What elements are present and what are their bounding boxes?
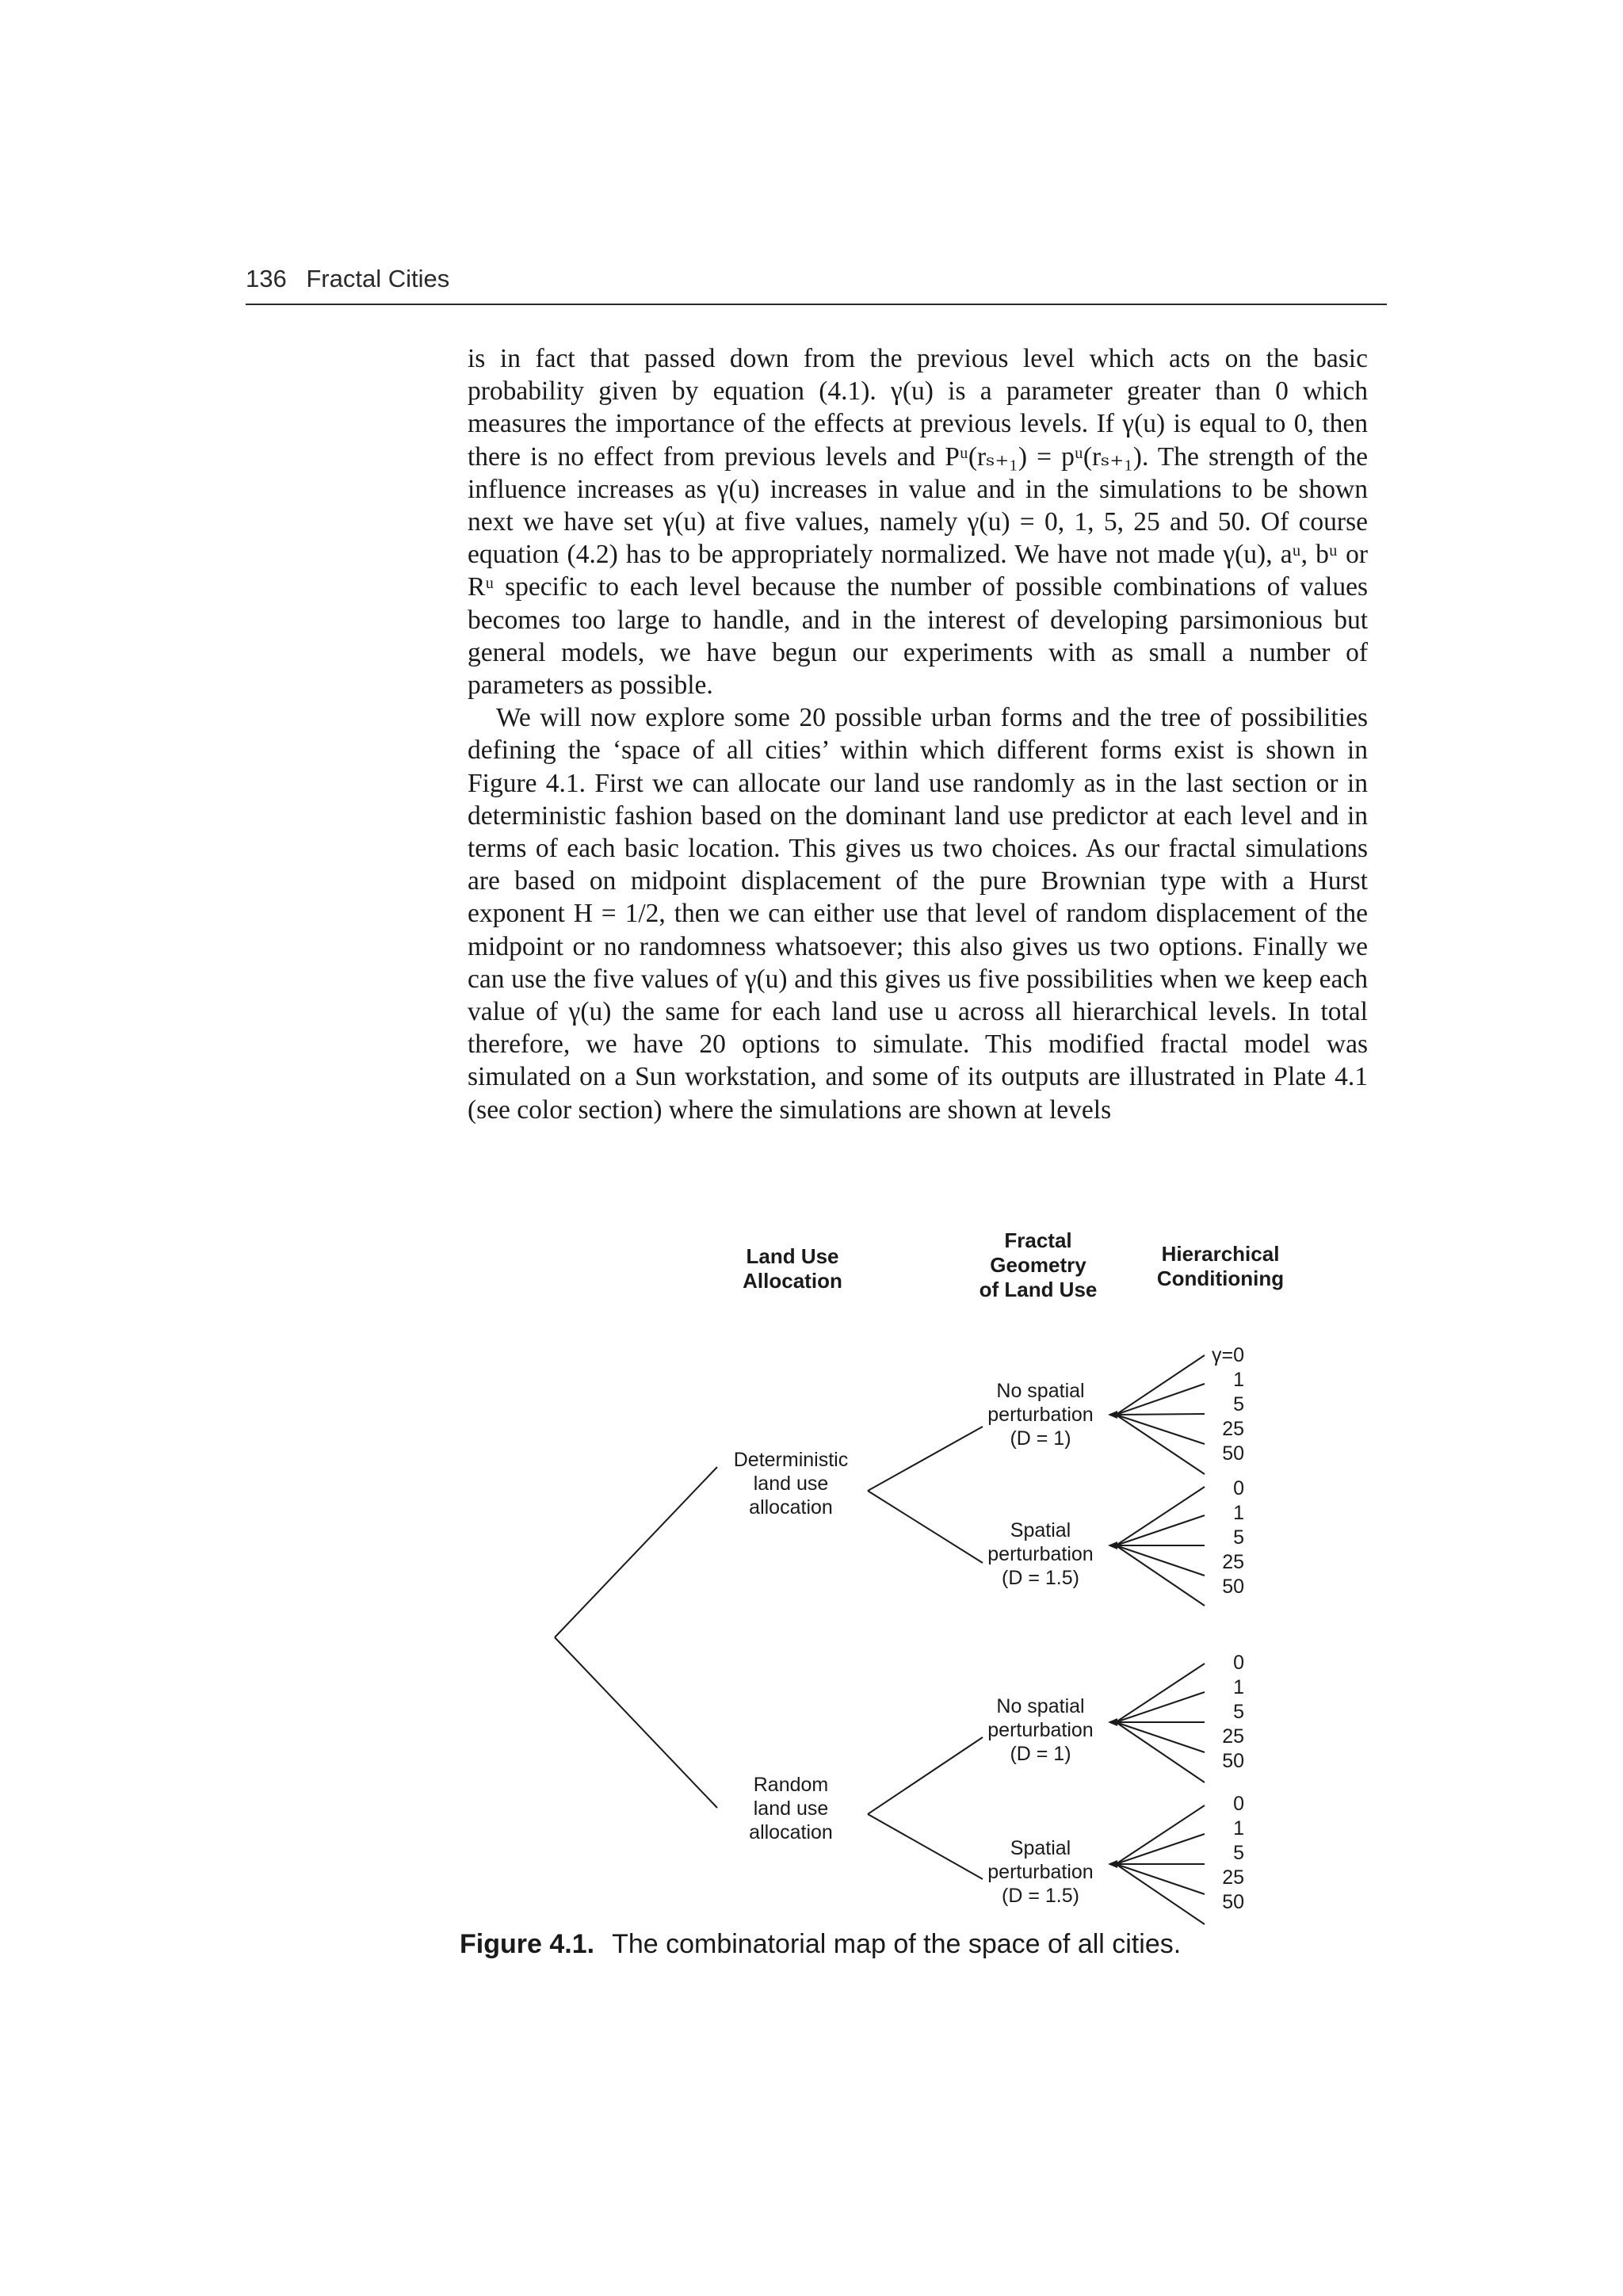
gamma-value: 1 — [1233, 1676, 1244, 1698]
gamma-value: 0 — [1233, 1477, 1244, 1499]
page-number: 136 — [246, 265, 287, 292]
header-rule — [246, 304, 1387, 305]
gamma-value: 50 — [1222, 1442, 1244, 1465]
gamma-value: 25 — [1222, 1551, 1244, 1573]
caption-label: Figure 4.1. — [460, 1929, 595, 1959]
branch-det-spatial — [868, 1491, 983, 1563]
caption-text: The combinatorial map of the space of all cities. — [612, 1929, 1182, 1959]
header-fractal-geometry: Fractal Geometry of Land Use — [979, 1228, 1098, 1301]
paragraph-2: We will now explore some 20 possible urban forms and the tree of possibilities defining the ‘space of all cities’ within which different forms exist is shown in Figure 4.1. First we can allocate our land use randomly as in the last section or in deterministic fashion based on the dominant land use predictor at each level and in terms of each basic location. This gives us two choices. As our fractal simulations are based on midpoint displacement of the pure Brownian type with a Hurst exponent H = 1/2, then we can either use that level of random displacement of the midpoint or no randomness whatsoever; this also gives us two options. Finally we can use the five values of γ(u) and this gives us five possibilities when we keep each value of γ(u) the same for each land use u across all hierarchical levels. In total therefore, we have 20 options to simulate. This modified fractal model was simulated on a Sun workstation, and some of its outputs are illustrated in Plate 4.1 (see color section) where the simulations are shown at levels — [468, 703, 1368, 1125]
gamma-value: 25 — [1222, 1725, 1244, 1748]
gamma-value: 0 — [1233, 1793, 1244, 1815]
gamma-value: 1 — [1233, 1817, 1244, 1839]
gamma-list-3 — [1189, 1651, 1244, 1801]
running-head — [246, 265, 1387, 293]
gamma-value: 50 — [1222, 1750, 1244, 1772]
figure-4-1 — [0, 1228, 1623, 1981]
tree-lines — [0, 1228, 1623, 1981]
geometry-det-nospatial-label: No spatial perturbation (D = 1) — [987, 1380, 1094, 1450]
gamma-value: 0 — [1233, 1652, 1244, 1674]
gamma-value: 25 — [1222, 1866, 1244, 1889]
gamma-value: 25 — [1222, 1418, 1244, 1440]
branch-root-random — [555, 1637, 717, 1808]
geometry-rand-spatial-label: Spatial perturbation (D = 1.5) — [987, 1837, 1094, 1907]
gamma-value: 50 — [1222, 1576, 1244, 1598]
allocation-deterministic-label: Deterministic land use allocation — [733, 1449, 849, 1519]
gamma-value: 1 — [1233, 1502, 1244, 1524]
figure-caption — [460, 1929, 1411, 1960]
body-text — [468, 342, 1368, 1126]
gamma-value: 50 — [1222, 1891, 1244, 1913]
gamma-value: 5 — [1233, 1526, 1244, 1549]
geometry-det-spatial-label: Spatial perturbation (D = 1.5) — [987, 1519, 1094, 1589]
allocation-random-label: Random land use allocation — [749, 1774, 833, 1843]
branch-rand-spatial — [868, 1814, 983, 1879]
gamma-list-4 — [1189, 1792, 1244, 1943]
branch-rand-nospatial — [868, 1737, 983, 1814]
gamma-value: γ=0 — [1211, 1344, 1244, 1366]
running-title: Fractal Cities — [306, 265, 450, 292]
branch-det-nospatial — [868, 1427, 983, 1491]
gamma-value: 5 — [1233, 1393, 1244, 1415]
gamma-list-2 — [1189, 1477, 1244, 1627]
paragraph-1: is in fact that passed down from the previous level which acts on the basic probability given by equation (4.1). γ(u) is a parameter greater than 0 which measures the importance of the effects at previous levels. If γ(u) is equal to 0, then there is no effect from previous levels and Pᵘ(rₛ₊₁) = pᵘ(rₛ₊₁). The strength of the influence increases as γ(u) increases in value and in the simulations to be shown next we have set γ(u) at five values, namely γ(u) = 0, 1, 5, 25 and 50. Of course equation (4.2) has to be appropriately normalized. We have not made γ(u), aᵘ, bᵘ or Rᵘ specific to each level because the number of possible combinations of values becomes too large to handle, and in the interest of developing parsimonious but general models, we have begun our experiments with as small a number of parameters as possible. — [468, 344, 1368, 701]
header-land-use-allocation: Land Use Allocation — [743, 1244, 842, 1293]
branch-root-deterministic — [555, 1467, 717, 1637]
gamma-list-1 — [1189, 1343, 1244, 1494]
gamma-value: 5 — [1233, 1842, 1244, 1864]
gamma-value: 5 — [1233, 1701, 1244, 1723]
header-hierarchical-conditioning: Hierarchical Conditioning — [1156, 1242, 1285, 1290]
geometry-rand-nospatial-label: No spatial perturbation (D = 1) — [987, 1695, 1094, 1765]
gamma-value: 1 — [1233, 1369, 1244, 1391]
